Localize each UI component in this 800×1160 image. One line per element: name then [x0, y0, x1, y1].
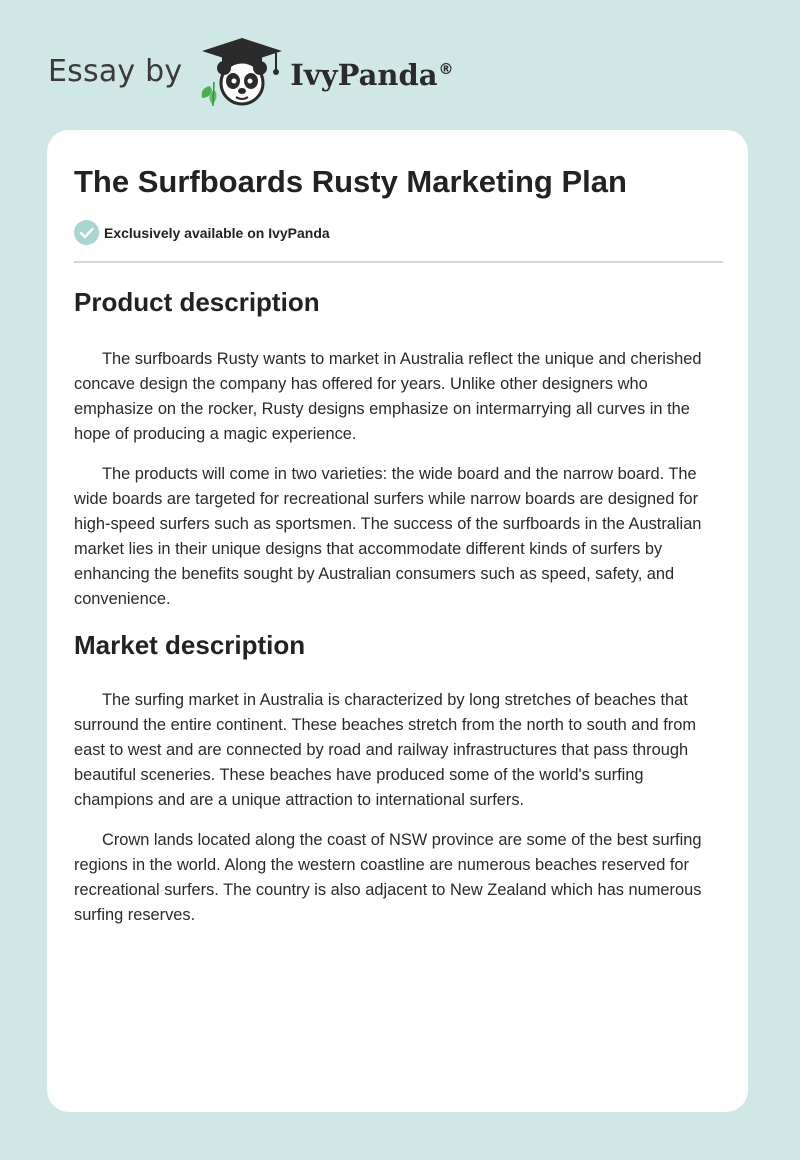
article-content — [74, 286, 723, 928]
exclusive-badge-text: Exclusively available on IvyPanda — [104, 224, 330, 241]
article-title: The Surfboards Rusty Marketing Plan — [74, 164, 627, 199]
paragraph: The surfboards Rusty wants to market in Australia reflect the unique and cherished concave design the company has offered for years. Unlike other designers who emphasize on the rocker, Rusty designs emphasize on intermarrying all curves in the hope of producing a magic experience. — [74, 350, 702, 443]
site-header — [48, 36, 454, 108]
section-heading-market: Market description — [74, 630, 306, 660]
brand-name — [290, 58, 453, 92]
paragraph: The products will come in two varieties: the wide board and the narrow board. The wide boards are targeted for recreational surfers while narrow boards are designed for high-speed surfers such as sportsmen. The success of the surfboards in the Australian market lies in their unique designs that accommodate different kinds of surfers by enhancing the benefits sought by Australian consumers such as speed, safety, and convenience. — [74, 465, 702, 608]
check-circle-icon — [74, 220, 99, 245]
article-card — [47, 130, 748, 1112]
registered-mark: ® — [438, 60, 454, 79]
paragraph: Crown lands located along the coast of NSW province are some of the best surfing regions in the world. Along the western coastline are numerous beaches reserved for recreational surfers. The country is also adjacent to New Zealand which has numerous surfing reserves. — [74, 831, 702, 924]
exclusive-badge — [74, 220, 330, 245]
section-heading-product: Product description — [74, 287, 320, 317]
title-divider — [74, 261, 723, 263]
brand-prefix: Essay by — [48, 53, 183, 89]
brand-name-text: IvyPanda — [290, 58, 438, 92]
paragraph: The surfing market in Australia is characterized by long stretches of beaches that surround the entire continent. These beaches stretch from the north to south and from east to west and are connected by road and railway infrastructures that pass through beautiful sceneries. These beaches have produced some of the world's surfing champions and are a unique attraction to international surfers. — [74, 691, 696, 809]
panda-graduate-logo-icon[interactable] — [196, 36, 288, 108]
